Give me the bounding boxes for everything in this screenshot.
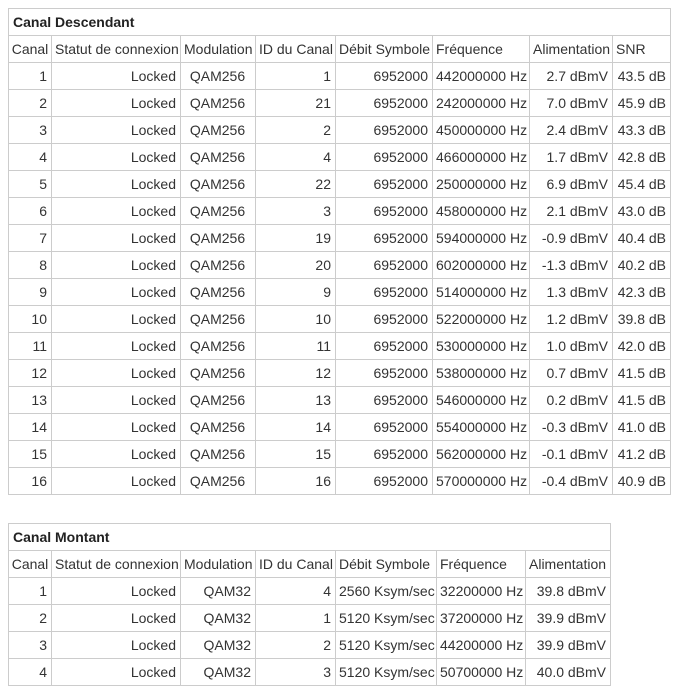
downstream-header-power: Alimentation [530,36,613,63]
power-cell: 1.7 dBmV [530,144,613,171]
frequency-cell: 530000000 Hz [433,333,530,360]
symbol-rate-cell: 6952000 [336,225,433,252]
symbol-rate-cell: 6952000 [336,387,433,414]
power-cell: -1.3 dBmV [530,252,613,279]
symbol-rate-cell: 6952000 [336,414,433,441]
connection-status-cell: Locked [52,360,181,387]
snr-cell: 42.0 dB [613,333,671,360]
channel-id-cell: 11 [256,333,336,360]
snr-cell: 41.5 dB [613,360,671,387]
channel-cell: 14 [9,414,52,441]
channel-id-cell: 14 [256,414,336,441]
snr-cell: 42.8 dB [613,144,671,171]
power-cell: 1.2 dBmV [530,306,613,333]
frequency-cell: 570000000 Hz [433,468,530,495]
power-cell: 7.0 dBmV [530,90,613,117]
symbol-rate-cell: 5120 Ksym/sec [336,659,437,686]
modulation-cell: QAM256 [181,171,256,198]
connection-status-cell: Locked [52,225,181,252]
connection-status-cell: Locked [52,90,181,117]
symbol-rate-cell: 6952000 [336,171,433,198]
frequency-cell: 602000000 Hz [433,252,530,279]
channel-id-cell: 10 [256,306,336,333]
modulation-cell: QAM256 [181,441,256,468]
frequency-cell: 466000000 Hz [433,144,530,171]
channel-id-cell: 12 [256,360,336,387]
modulation-cell: QAM256 [181,63,256,90]
frequency-cell: 242000000 Hz [433,90,530,117]
snr-cell: 43.3 dB [613,117,671,144]
channel-id-cell: 16 [256,468,336,495]
connection-status-cell: Locked [52,605,181,632]
upstream-header-row [9,551,611,578]
symbol-rate-cell: 6952000 [336,333,433,360]
downstream-header-channel: Canal [9,36,52,63]
snr-cell: 41.2 dB [613,441,671,468]
frequency-cell: 50700000 Hz [437,659,526,686]
snr-cell: 42.3 dB [613,279,671,306]
power-cell: 1.3 dBmV [530,279,613,306]
channel-id-cell: 2 [256,117,336,144]
symbol-rate-cell: 6952000 [336,441,433,468]
table-row [9,252,671,279]
table-row [9,90,671,117]
connection-status-cell: Locked [52,387,181,414]
channel-cell: 1 [9,63,52,90]
frequency-cell: 546000000 Hz [433,387,530,414]
snr-cell: 40.4 dB [613,225,671,252]
connection-status-cell: Locked [52,468,181,495]
channel-cell: 2 [9,90,52,117]
channel-id-cell: 19 [256,225,336,252]
frequency-cell: 32200000 Hz [437,578,526,605]
power-cell: 40.0 dBmV [526,659,611,686]
symbol-rate-cell: 6952000 [336,279,433,306]
snr-cell: 40.9 dB [613,468,671,495]
power-cell: 0.7 dBmV [530,360,613,387]
channel-cell: 2 [9,605,52,632]
table-row [9,63,671,90]
table-row [9,360,671,387]
symbol-rate-cell: 6952000 [336,252,433,279]
symbol-rate-cell: 6952000 [336,144,433,171]
power-cell: 39.8 dBmV [526,578,611,605]
modulation-cell: QAM256 [181,333,256,360]
connection-status-cell: Locked [52,333,181,360]
channel-cell: 3 [9,117,52,144]
channel-id-cell: 9 [256,279,336,306]
connection-status-cell: Locked [52,117,181,144]
channel-cell: 6 [9,198,52,225]
table-row [9,225,671,252]
downstream-channel-table [8,8,671,495]
table-row [9,414,671,441]
upstream-header-power: Alimentation [526,551,611,578]
upstream-table-title: Canal Montant [9,524,611,551]
modulation-cell: QAM256 [181,279,256,306]
connection-status-cell: Locked [52,144,181,171]
snr-cell: 41.0 dB [613,414,671,441]
downstream-header-frequency: Fréquence [433,36,530,63]
upstream-header-channel-id: ID du Canal [256,551,336,578]
symbol-rate-cell: 6952000 [336,360,433,387]
channel-id-cell: 20 [256,252,336,279]
power-cell: 2.1 dBmV [530,198,613,225]
modulation-cell: QAM256 [181,90,256,117]
channel-cell: 7 [9,225,52,252]
downstream-header-snr: SNR [613,36,671,63]
connection-status-cell: Locked [52,414,181,441]
channel-cell: 15 [9,441,52,468]
downstream-table-title: Canal Descendant [9,9,671,36]
upstream-header-connection-status: Statut de connexion [52,551,181,578]
power-cell: 1.0 dBmV [530,333,613,360]
channel-id-cell: 22 [256,171,336,198]
downstream-header-modulation: Modulation [181,36,256,63]
modulation-cell: QAM256 [181,198,256,225]
frequency-cell: 554000000 Hz [433,414,530,441]
symbol-rate-cell: 6952000 [336,117,433,144]
channel-cell: 11 [9,333,52,360]
modulation-cell: QAM32 [181,578,256,605]
power-cell: -0.1 dBmV [530,441,613,468]
channel-cell: 12 [9,360,52,387]
connection-status-cell: Locked [52,252,181,279]
channel-cell: 9 [9,279,52,306]
channel-id-cell: 4 [256,578,336,605]
symbol-rate-cell: 5120 Ksym/sec [336,605,437,632]
channel-id-cell: 2 [256,632,336,659]
frequency-cell: 442000000 Hz [433,63,530,90]
channel-id-cell: 4 [256,144,336,171]
channel-cell: 8 [9,252,52,279]
modulation-cell: QAM256 [181,144,256,171]
modulation-cell: QAM256 [181,225,256,252]
table-row [9,659,611,686]
modulation-cell: QAM256 [181,360,256,387]
channel-id-cell: 3 [256,198,336,225]
power-cell: -0.9 dBmV [530,225,613,252]
frequency-cell: 450000000 Hz [433,117,530,144]
power-cell: 0.2 dBmV [530,387,613,414]
frequency-cell: 562000000 Hz [433,441,530,468]
frequency-cell: 37200000 Hz [437,605,526,632]
connection-status-cell: Locked [52,171,181,198]
modulation-cell: QAM256 [181,387,256,414]
channel-id-cell: 13 [256,387,336,414]
connection-status-cell: Locked [52,279,181,306]
connection-status-cell: Locked [52,198,181,225]
power-cell: 2.4 dBmV [530,117,613,144]
channel-cell: 1 [9,578,52,605]
symbol-rate-cell: 6952000 [336,468,433,495]
snr-cell: 40.2 dB [613,252,671,279]
snr-cell: 45.4 dB [613,171,671,198]
channel-id-cell: 21 [256,90,336,117]
channel-cell: 4 [9,144,52,171]
snr-cell: 39.8 dB [613,306,671,333]
modulation-cell: QAM256 [181,252,256,279]
modulation-cell: QAM32 [181,659,256,686]
modulation-cell: QAM32 [181,605,256,632]
power-cell: -0.4 dBmV [530,468,613,495]
upstream-header-symbol-rate: Débit Symbole [336,551,437,578]
modulation-cell: QAM256 [181,117,256,144]
frequency-cell: 538000000 Hz [433,360,530,387]
upstream-header-frequency: Fréquence [437,551,526,578]
downstream-table-body [9,63,671,495]
modulation-cell: QAM32 [181,632,256,659]
upstream-header-channel: Canal [9,551,52,578]
frequency-cell: 594000000 Hz [433,225,530,252]
table-row [9,144,671,171]
table-row [9,468,671,495]
table-row [9,333,671,360]
table-row [9,387,671,414]
table-row [9,605,611,632]
symbol-rate-cell: 6952000 [336,90,433,117]
modulation-cell: QAM256 [181,468,256,495]
table-row [9,279,671,306]
channel-cell: 13 [9,387,52,414]
symbol-rate-cell: 6952000 [336,198,433,225]
snr-cell: 41.5 dB [613,387,671,414]
table-row [9,632,611,659]
connection-status-cell: Locked [52,632,181,659]
frequency-cell: 514000000 Hz [433,279,530,306]
power-cell: 6.9 dBmV [530,171,613,198]
modulation-cell: QAM256 [181,414,256,441]
channel-id-cell: 15 [256,441,336,468]
connection-status-cell: Locked [52,659,181,686]
power-cell: 39.9 dBmV [526,632,611,659]
downstream-header-channel-id: ID du Canal [256,36,336,63]
modulation-cell: QAM256 [181,306,256,333]
downstream-header-connection-status: Statut de connexion [52,36,181,63]
table-row [9,578,611,605]
snr-cell: 43.0 dB [613,198,671,225]
snr-cell: 45.9 dB [613,90,671,117]
upstream-table-body [9,578,611,686]
table-row [9,441,671,468]
channel-cell: 16 [9,468,52,495]
channel-cell: 4 [9,659,52,686]
power-cell: -0.3 dBmV [530,414,613,441]
connection-status-cell: Locked [52,441,181,468]
channel-cell: 5 [9,171,52,198]
symbol-rate-cell: 6952000 [336,63,433,90]
frequency-cell: 522000000 Hz [433,306,530,333]
table-row [9,306,671,333]
symbol-rate-cell: 5120 Ksym/sec [336,632,437,659]
upstream-header-modulation: Modulation [181,551,256,578]
symbol-rate-cell: 6952000 [336,306,433,333]
channel-id-cell: 1 [256,605,336,632]
upstream-channel-table [8,523,611,686]
channel-cell: 10 [9,306,52,333]
connection-status-cell: Locked [52,578,181,605]
frequency-cell: 458000000 Hz [433,198,530,225]
frequency-cell: 44200000 Hz [437,632,526,659]
downstream-header-symbol-rate: Débit Symbole [336,36,433,63]
power-cell: 2.7 dBmV [530,63,613,90]
connection-status-cell: Locked [52,63,181,90]
frequency-cell: 250000000 Hz [433,171,530,198]
snr-cell: 43.5 dB [613,63,671,90]
channel-id-cell: 3 [256,659,336,686]
symbol-rate-cell: 2560 Ksym/sec [336,578,437,605]
downstream-header-row [9,36,671,63]
table-row [9,117,671,144]
table-row [9,198,671,225]
table-row [9,171,671,198]
channel-id-cell: 1 [256,63,336,90]
power-cell: 39.9 dBmV [526,605,611,632]
connection-status-cell: Locked [52,306,181,333]
channel-cell: 3 [9,632,52,659]
